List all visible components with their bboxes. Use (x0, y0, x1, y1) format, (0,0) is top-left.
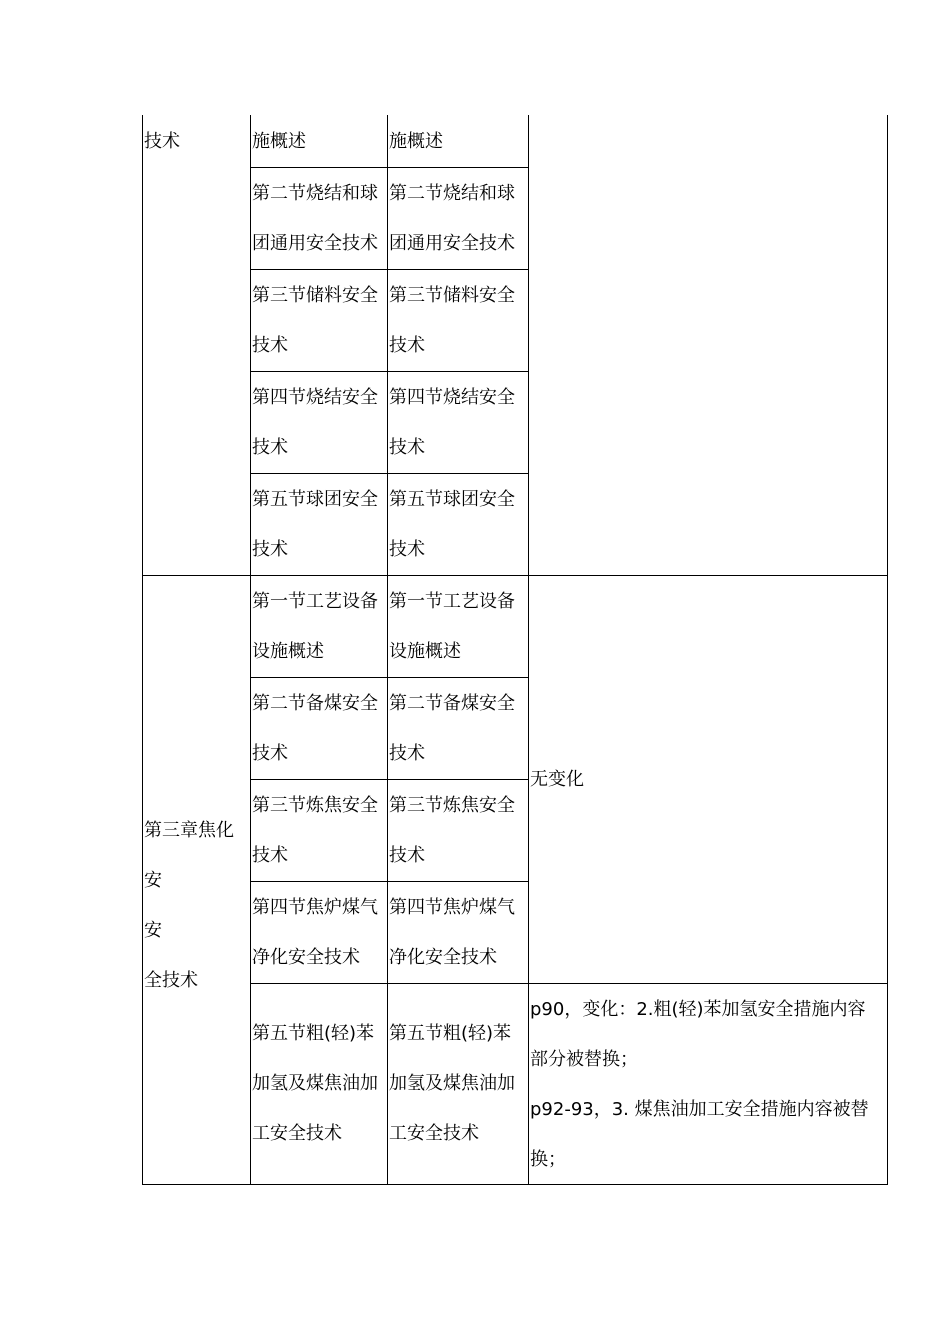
section-cell-new: 第四节焦炉煤气 净化安全技术 (389, 897, 515, 968)
table-border-left (142, 115, 143, 1185)
section-cell-old: 第一节工艺设备 设施概述 (252, 591, 378, 662)
chapter-cell: 技术 (144, 131, 180, 152)
section-cell-new: 第一节工艺设备 设施概述 (389, 591, 515, 662)
table-divider-col1 (250, 115, 251, 1185)
section-cell-old: 第五节球团安全 技术 (252, 489, 378, 560)
table-divider-col2 (387, 115, 388, 1185)
section-cell-old: 第三节储料安全 技术 (252, 285, 378, 356)
chapter-cell: 第三章焦化安 安 全技术 (144, 820, 234, 991)
section-cell-old: 第四节烧结安全 技术 (252, 387, 378, 458)
row-divider (250, 983, 888, 984)
row-divider (250, 167, 528, 168)
section-cell-new: 第五节球团安全 技术 (389, 489, 515, 560)
section-cell-new: 第三节储料安全 技术 (389, 285, 515, 356)
section-cell-new: 第二节备煤安全 技术 (389, 693, 515, 764)
section-cell-new: 第二节烧结和球 团通用安全技术 (389, 183, 515, 254)
remark-cell: 无变化 (530, 769, 584, 790)
remark-cell: p90，变化：2.粗(轻)苯加氢安全措施内容 部分被替换； p92-93，3. 煤焦油加工安全措施内容被替 换； (530, 999, 869, 1170)
section-cell-old: 第二节备煤安全 技术 (252, 693, 378, 764)
chapter-divider (142, 575, 888, 576)
table-border-right (887, 115, 888, 1185)
section-cell-new: 第四节烧结安全 技术 (389, 387, 515, 458)
row-divider (250, 371, 528, 372)
table-divider-col3 (528, 115, 529, 1185)
row-divider (250, 779, 528, 780)
row-divider (250, 677, 528, 678)
section-cell-new: 第三节炼焦安全 技术 (389, 795, 515, 866)
row-divider (250, 881, 528, 882)
row-divider (250, 269, 528, 270)
section-cell-new: 第五节粗(轻)苯 加氢及煤焦油加 工安全技术 (389, 1023, 515, 1144)
row-divider (250, 473, 528, 474)
section-cell-old: 第四节焦炉煤气 净化安全技术 (252, 897, 378, 968)
section-cell-old: 施概述 (252, 131, 306, 152)
section-cell-new: 施概述 (389, 131, 443, 152)
section-cell-old: 第五节粗(轻)苯 加氢及煤焦油加 工安全技术 (252, 1023, 378, 1144)
section-cell-old: 第二节烧结和球 团通用安全技术 (252, 183, 378, 254)
section-cell-old: 第三节炼焦安全 技术 (252, 795, 378, 866)
